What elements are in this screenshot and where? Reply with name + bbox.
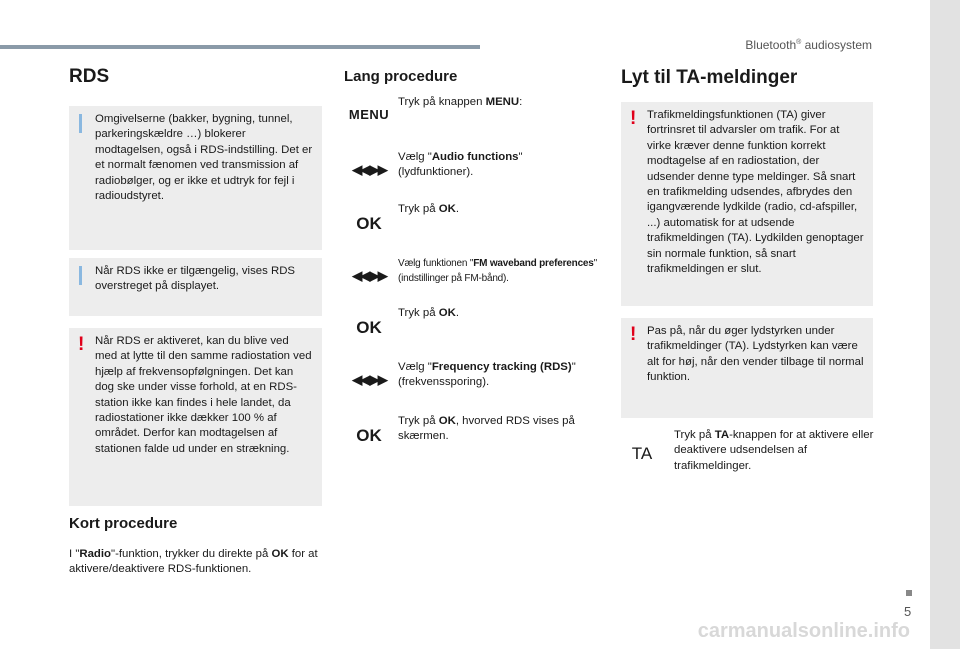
rds-info-note-1: Omgivelserne (bakker, bygning, tunnel, parkeringskældre …) blokerer modtagelsen, også i RDS-indstilling. Det er et normalt fænomen ved transmission af radiobølger, og er ikke et udtryk for fejl i radioudstyret. bbox=[69, 106, 322, 250]
ok-button-icon: OK bbox=[356, 214, 382, 233]
step-text: Tryk på OK, hvorved RDS vises på skærmen. bbox=[398, 415, 575, 443]
ta-button-instruction bbox=[620, 428, 875, 478]
ta-instruction-text: Tryk på TA-knappen for at aktivere eller deaktivere udsendelsen af trafikmeldinger. bbox=[674, 429, 874, 472]
ta-warning-note-1: Trafikmeldingsfunktionen (TA) giver fortrinsret til advarsler om trafik. For at virke kræver denne funktion korrekt modtagelse af en radiostation, der udsender denne type meldinger. Så snart en trafikmelding udsendes, afbrydes den igangværende lydkilde (radio, cd-afspiller, ...) automatisk for at udsende trafikmeldingen (TA). Lydkilden genoptager sin normale funktion, så snart trafikmeldingen er slut. bbox=[621, 102, 873, 306]
step-fm-waveband bbox=[344, 256, 598, 296]
lang-procedure-heading: Lang procedure bbox=[344, 68, 458, 85]
step-text: Tryk på OK. bbox=[398, 307, 459, 319]
page-number: 5 bbox=[904, 604, 912, 619]
ok-button-icon: OK bbox=[356, 318, 382, 337]
step-ok-2 bbox=[344, 306, 594, 346]
page-sidebar bbox=[930, 0, 960, 649]
rds-heading: RDS bbox=[69, 66, 110, 87]
ta-heading: Lyt til TA-meldinger bbox=[621, 67, 798, 88]
ta-button-icon: TA bbox=[631, 444, 653, 463]
rds-warning-note: Når RDS er aktiveret, kan du blive ved med at lytte til den samme radiostation ved hjælp af frekvensopfølgningen. Det kan dog ske under visse forhold, at en RDS-station ikke kan findes i hele landet, da radiostationer ikke dækker 100 % af området. Derfor kan modtagelsen af stationen falde ud under en strækning. bbox=[69, 328, 322, 506]
header-rule bbox=[0, 45, 480, 49]
menu-button-icon: MENU bbox=[348, 107, 390, 122]
rds-info-note-2: Når RDS ikke er tilgængelig, vises RDS overstreget på displayet. bbox=[69, 258, 322, 316]
step-text: Vælg "Audio functions" (lydfunktioner). bbox=[398, 151, 523, 179]
running-header: Bluetooth® audiosystem bbox=[745, 38, 872, 52]
left-right-arrows-icon: ◀◀ ▶▶ bbox=[352, 162, 386, 177]
left-right-arrows-icon: ◀◀ ▶▶ bbox=[352, 372, 386, 387]
step-text: Tryk på knappen MENU: bbox=[398, 96, 523, 108]
step-menu bbox=[344, 95, 594, 135]
kort-procedure-heading: Kort procedure bbox=[69, 515, 178, 532]
step-audio-functions bbox=[344, 150, 594, 190]
ok-button-icon: OK bbox=[356, 426, 382, 445]
step-text: Vælg funktionen "FM waveband preferences" (indstillinger på FM-bånd). bbox=[398, 258, 598, 285]
step-ok-1 bbox=[344, 202, 594, 242]
step-frequency-tracking bbox=[344, 360, 594, 400]
ta-warning-note-2: Pas på, når du øger lydstyrken under trafikmeldinger (TA). Lydstyrken kan være alt for høj, når den vender tilbage til normal funktion. bbox=[621, 318, 873, 418]
step-ok-3 bbox=[344, 414, 594, 454]
step-text: Vælg "Frequency tracking (RDS)" (frekvenssporing). bbox=[398, 361, 576, 389]
kort-procedure-text: I "Radio"-funktion, trykker du direkte på OK for at aktivere/deaktivere RDS-funktionen. bbox=[69, 548, 318, 576]
watermark: carmanualsonline.info bbox=[697, 620, 910, 642]
page-end-marker bbox=[906, 590, 912, 596]
left-right-arrows-icon: ◀◀ ▶▶ bbox=[352, 268, 386, 283]
step-text: Tryk på OK. bbox=[398, 203, 459, 215]
